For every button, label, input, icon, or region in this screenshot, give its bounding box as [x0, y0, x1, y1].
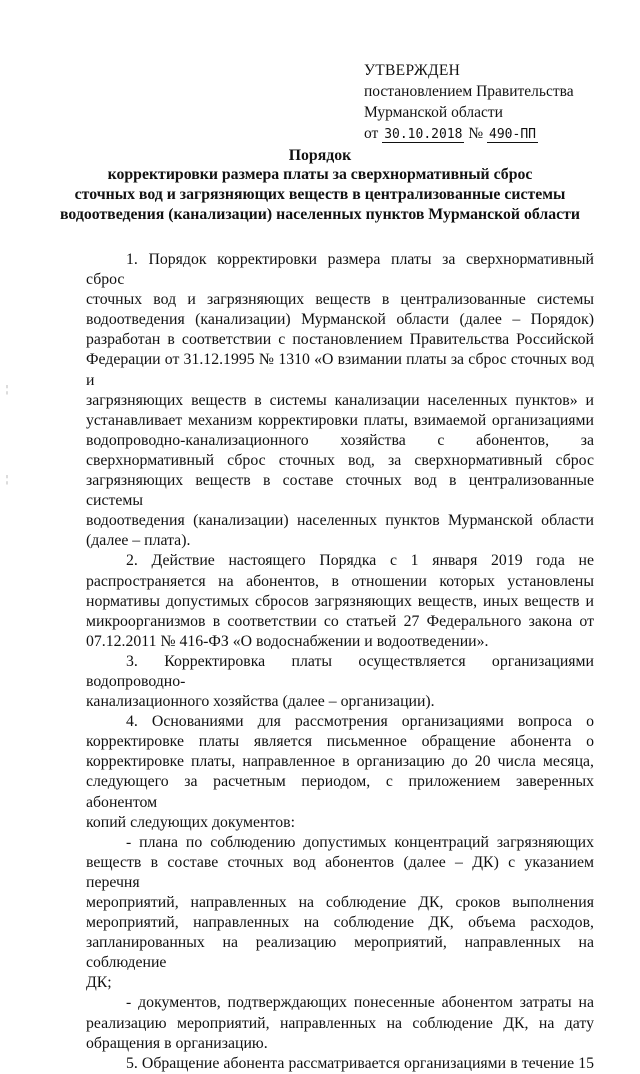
paragraph-line: мероприятий, направленных на соблюдение ДК, сроков выполнения	[86, 894, 594, 911]
subtitle-line-1: корректировки размера платы за сверхнормативный сброс	[107, 166, 533, 183]
paragraph-line: 5. Обращение абонента рассматривается организациями в течение 15	[126, 1054, 594, 1072]
paragraph-line: водопроводно-канализационного хозяйства с абонентов, за	[86, 431, 594, 449]
paragraph-line: (далее – плата).	[86, 532, 191, 550]
paragraph-line: веществ в составе сточных вод абонентов (далее – ДК) с указанием перечня	[86, 853, 594, 891]
paragraph-line: загрязняющих веществ в составе сточных вод в централизованные системы	[86, 472, 594, 510]
paragraph-line: водоотведения (канализации) населенных пунктов Мурманской области	[86, 512, 594, 530]
number-prefix: №	[468, 125, 484, 142]
paragraph-line: реализацию мероприятий, направленных на соблюдение ДК, на дату	[86, 1014, 594, 1032]
approval-number: 490-ПП	[489, 127, 536, 142]
paragraph-line: корректировке платы, направленное в организацию до 20 числа месяца,	[86, 753, 594, 771]
approval-line-1: постановлением Правительства	[364, 83, 574, 100]
subtitle-line-3: водоотведения (канализации) населенных пунктов Мурманской области	[59, 206, 581, 223]
paragraph-line: сверхнормативный сброс сточных вод, за сверхнормативный сброс	[86, 451, 594, 469]
paragraph-line: запланированных на реализацию мероприятий, направленных на соблюдение	[86, 934, 594, 972]
paragraph-line: 07.12.2011 № 416-ФЗ «О водоснабжении и водоотведении».	[86, 632, 489, 650]
paragraph-line: ДК;	[86, 974, 112, 992]
paragraph-line: мероприятий, направленных на соблюдение ДК, объема расходов,	[86, 914, 594, 932]
paragraph-line: 2. Действие настоящего Порядка с 1 января 2019 года не	[126, 552, 594, 570]
approval-line-2: Мурманской области	[364, 104, 503, 121]
margin-mark: ¦	[6, 474, 9, 485]
paragraph-line: - документов, подтверждающих понесенные абонентом затраты на	[126, 994, 594, 1012]
paragraph-line: устанавливает механизм корректировки платы, взимаемой организациями	[86, 411, 594, 429]
document-body	[86, 250, 594, 1074]
approved-label: УТВЕРЖДЕН	[364, 62, 461, 79]
date-prefix: от	[364, 125, 379, 142]
approval-stamp	[364, 60, 604, 145]
paragraph-line: распространяется на абонентов, в отношении которых установлены	[86, 572, 594, 590]
paragraph-line: - плана по соблюдению допустимых концентраций загрязняющих	[126, 833, 594, 851]
paragraph-line: сточных вод и загрязняющих веществ в централизованные системы	[86, 291, 594, 309]
paragraph-line: нормативы допустимых сбросов загрязняющих веществ, иных веществ и	[86, 592, 594, 610]
approval-date: 30.10.2018	[384, 127, 463, 142]
document-subtitle	[40, 165, 600, 225]
paragraph-line: микроорганизмов в соответствии со статьей 27 Федерального закона от	[86, 612, 594, 630]
paragraph-line: 4. Основаниями для рассмотрения организациями вопроса о	[126, 713, 594, 731]
approval-date-line	[364, 123, 604, 145]
margin-mark: ¦	[6, 384, 9, 395]
paragraph-line: 1. Порядок корректировки размера платы за сверхнормативный сброс	[86, 251, 594, 289]
paragraph-line: водоотведения (канализации) Мурманской области (далее – Порядок)	[86, 311, 594, 329]
paragraph-line: загрязняющих веществ в системы канализации населенных пунктов» и	[86, 391, 594, 409]
paragraph-line: обращения в организацию.	[86, 1034, 268, 1052]
subtitle-line-2: сточных вод и загрязняющих веществ в централизованные системы	[74, 186, 566, 203]
paragraph-line: Федерации от 31.12.1995 № 1310 «О взимании платы за сброс сточных вод и	[86, 351, 594, 389]
document-heading: Порядок	[288, 147, 352, 164]
paragraph-line: канализационного хозяйства (далее – организации).	[86, 693, 435, 711]
paragraph-line: 3. Корректировка платы осуществляется организациями водопроводно-	[86, 652, 594, 690]
paragraph-line: разработан в соответствии с постановлением Правительства Российской	[86, 331, 594, 349]
paragraph-line: копий следующих документов:	[86, 813, 295, 831]
paragraph-line: следующего за расчетным периодом, с приложением заверенных абонентом	[86, 773, 594, 811]
paragraph-line: корректировке платы является письменное обращение абонента о	[86, 733, 594, 751]
